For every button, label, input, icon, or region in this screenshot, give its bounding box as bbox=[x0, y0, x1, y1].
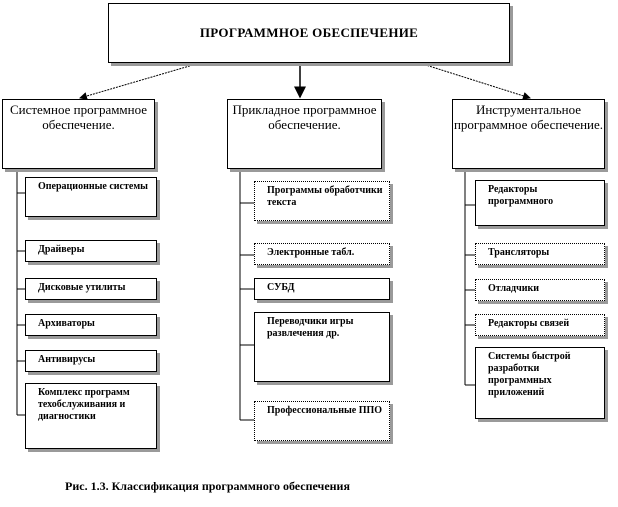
figure-caption: Рис. 1.3. Классификация программного обеспечения bbox=[65, 479, 350, 493]
item-link-editors: Редакторы связей bbox=[475, 314, 605, 336]
item-debuggers: Отладчики bbox=[475, 279, 605, 301]
item-dbms: СУБД bbox=[254, 278, 390, 300]
item-drivers: Драйверы bbox=[25, 240, 157, 262]
system-connectors bbox=[17, 168, 25, 415]
arrow-to-tools bbox=[410, 60, 530, 98]
item-rapid-development: Системы быстрой разработки программных приложений bbox=[475, 347, 605, 419]
item-translators: Трансляторы bbox=[475, 243, 605, 265]
arrow-to-system bbox=[80, 60, 210, 98]
item-archivers: Архиваторы bbox=[25, 314, 157, 336]
item-spreadsheets: Электронные табл. bbox=[254, 243, 390, 265]
item-text-processors: Программы обработчики текста bbox=[254, 181, 390, 221]
item-antivirus: Антивирусы bbox=[25, 350, 157, 372]
category-tools: Инструментальное программное обеспечение. bbox=[452, 99, 605, 169]
item-operating-systems: Операционные системы bbox=[25, 177, 157, 217]
category-applied: Прикладное программное обеспечение. bbox=[227, 99, 382, 169]
item-translators-games: Переводчики игры развлечения др. bbox=[254, 312, 390, 382]
item-professional-software: Профессиональные ППО bbox=[254, 401, 390, 441]
category-system: Системное программное обеспечение. bbox=[2, 99, 155, 169]
tools-connectors bbox=[465, 168, 475, 385]
item-maintenance-diagnostics: Комплекс программ техобслуживания и диагностики bbox=[25, 383, 157, 449]
item-program-editors: Редакторы программного bbox=[475, 180, 605, 226]
applied-connectors bbox=[240, 168, 254, 420]
root-node: ПРОГРАММНОЕ ОБЕСПЕЧЕНИЕ bbox=[108, 3, 510, 63]
item-disk-utilities: Дисковые утилиты bbox=[25, 278, 157, 300]
